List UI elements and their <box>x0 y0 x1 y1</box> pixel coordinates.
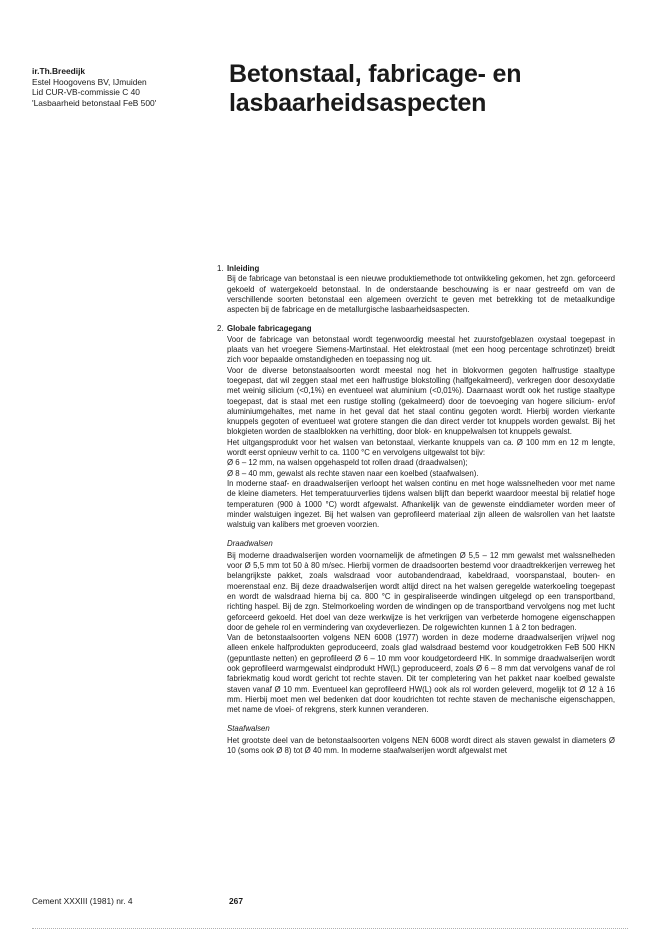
paragraph: Bij de fabricage van betonstaal is een nieuwe produktiemethode tot ontwikkeling gekomen, het zgn. geforceerd gekoeld of watergekoeld betonstaal. In de onderstaande beschouwing is er naar gestreefd om van de verschillende soorten betonstaal een algemeen overzicht te geven met betrekking tot de metaalkundige aspecten bij de fabricage en de metallurgische lasbaarheidsaspecten. <box>227 274 615 315</box>
paragraph: Bij moderne draadwalserijen worden voornamelijk de afmetingen Ø 5,5 – 12 mm gewalst met walssnelheden voor Ø 5,5 mm tot 50 à 80 m/sec. Hierbij vormen de draadsoorten bestemd voor draadtrekkerijen verreweg het belangrijkste pakket, zoals walsdraad voor autobandendraad, kabeldraad, voorspanstaal, bouten- en moerenstaal enz. Bij deze draadwalserijen wordt altijd direct na het walsen geregelde waterkoeling toegepast en wordt de walsdraad hierna bij ca. 800 °C in gespiraliseerde windingen uitgelegd op een transportband, richting haspel. Bij de zgn. Stelmorkoeling worden de windingen op de transportband vervolgens nog met lucht geforceerd gekoeld. Het doel van deze werkwijze is het verkrijgen van verbeterde homogene eigenschappen door de gehele rol en vermindering van oxydeverliezen. De rolgewichten kunnen 1 à 2 ton bedragen. <box>227 550 615 632</box>
section-number: 1. <box>217 264 224 273</box>
paragraph: Het uitgangsprodukt voor het walsen van betonstaal, vierkante knuppels van ca. Ø 100 mm en 12 m lengte, wordt eerst opnieuw verhit to ca. 1100 °C en vervolgens uitgewalst tot bijv: <box>227 437 615 458</box>
section-heading <box>217 324 615 334</box>
author-name: ir.Th.Breedijk <box>32 66 86 76</box>
article-title-line-1: Betonstaal, fabricage- en <box>229 60 522 88</box>
journal-citation: Cement XXXIII (1981) nr. 4 <box>32 896 133 906</box>
bottom-divider <box>32 928 628 929</box>
section-title: Inleiding <box>227 264 260 273</box>
section-title: Globale fabricagegang <box>227 324 312 334</box>
article-body <box>217 264 615 756</box>
author-affiliation: Estel Hoogovens BV, IJmuiden <box>32 76 147 87</box>
subsection-heading-staafwalsen: Staafwalsen <box>227 724 270 734</box>
paragraph: Van de betonstaalsoorten volgens NEN 6008 (1977) worden in deze moderne draadwalserijen vrijwel nog alleen enkele halfprodukten geproduceerd, zoals glad walsdraad bestemd voor koudgetrokken FeB 500 HKN (gepuntlaste netten) en geprofileerd Ø 6 – 10 mm voor koudgetordeerd HK. In sommige draadwalserijen wordt ook geprofileerd warmgewalst eindprodukt HW(L) geproduceerd, zoals Ø 6 – 8 mm dat vervolgens vanaf de rol fabriekmatig koud wordt gericht tot rechte staven. Dit ter completering van het pakket naar koelbed gewalste staven vanaf Ø 10 mm. Eventueel kan geprofileerd HW(L) ook als rol worden geleverd, mogelijk tot Ø 12 à 16 mm. Hierbij moet men wel bedenken dat door koudrichten tot rechte staven de mechanische eigenschappen, met name de vloei- of rekgrens, sterk kunnen veranderen. <box>227 633 615 715</box>
subsection-heading-draadwalsen: Draadwalsen <box>227 539 273 549</box>
article-title <box>229 60 639 118</box>
paragraph: In moderne staaf- en draadwalserijen verloopt het walsen continu en met hoge walssnelheden voor met name de kleine diameters. Het temperatuurverlies tijdens walsen blijft dan beperkt waardoor meestal bij relatief hoge temperaturen (900 à 1000 °C) wordt afgewalst. Afhankelijk van de gewenste einddiameter worden meer of minder walstuigen ingezet. Bij het walsen van geprofileerd materiaal zijn alleen de walsrollen van het laatste walstuig van kalibers met groeven voorzien. <box>227 478 615 530</box>
author-committee: Lid CUR-VB-commissie C 40 <box>32 87 140 98</box>
list-line: Ø 6 – 12 mm, na walsen opgehaspeld tot rollen draad (draadwalsen); <box>227 458 468 468</box>
section-fabricagegang <box>217 324 615 756</box>
section-heading <box>217 264 615 274</box>
section-inleiding <box>217 264 615 315</box>
paragraph: Voor de diverse betonstaalsoorten wordt meestal nog het in blokvormen gegoten halfrustige staaltype toegepast, dat wil zeggen staal met een halfrustige blokstolling (halfgekalmeerd), verkregen door desoxydatie met weinig silicium (<0,1%) en eventueel wat aluminium (<0,01%). Daarnaast wordt ook het rustige staaltype toegepast, dat is staal met een rustige stolling (gekalmeerd) door de toevoeging van hogere silicium- en/of aluminiumgehaltes, met name in het geval dat het staal continu gegoten wordt. Hierbij worden vierkante knuppels gegoten of eventueel wat grotere stangen die dan direct verder tot knuppels worden gewalst. Bij het blokgieten worden de staalblokken na verhitting, door blok- en knuppelwalsen tot knuppels gewalst. <box>227 365 615 437</box>
list-line: Ø 8 – 40 mm, gewalst als rechte staven naar een koelbed (staafwalsen). <box>227 468 479 478</box>
paragraph: Voor de fabricage van betonstaal wordt tegenwoordig meestal het zuurstofgeblazen oxystaal toegepast in plaats van het vroegere Siemens-Martinstaal. Het elektrostaal (met een hoog percentage schrotinzet) breidt zich voor bepaalde omstandigheden en toepassing nog uit. <box>227 334 615 365</box>
author-block <box>32 66 212 108</box>
article-title-line-2: lasbaarheidsaspecten <box>229 89 487 117</box>
paragraph: Het grootste deel van de betonstaalsoorten volgens NEN 6008 wordt direct als staven gewalst in diameters Ø 10 (soms ook Ø 8) tot Ø 40 mm. In moderne staafwalserijen wordt afgewalst met <box>227 735 615 756</box>
page-number: 267 <box>229 896 243 906</box>
section-number: 2. <box>217 324 224 334</box>
author-committee-title: 'Lasbaarheid betonstaal FeB 500' <box>32 97 157 108</box>
